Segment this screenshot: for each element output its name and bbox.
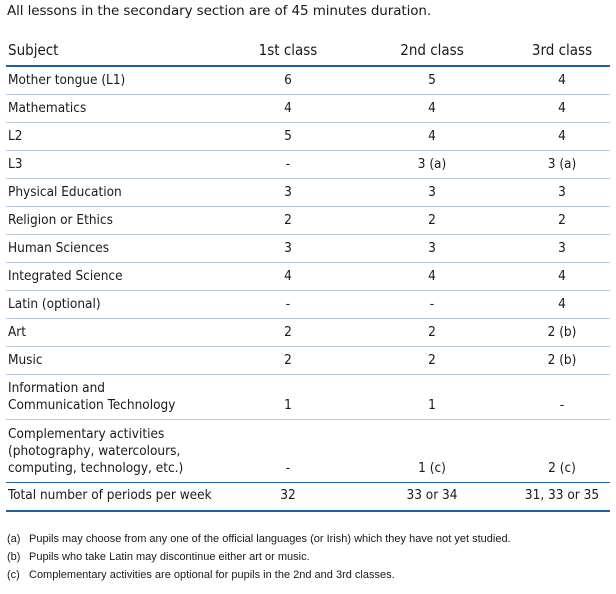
subject-cell: Religion or Ethics xyxy=(8,212,113,228)
subject-cell: Complementary activities (photography, watercolours, computing, technology, etc.) xyxy=(8,426,184,476)
table-row xyxy=(6,151,610,179)
value-cell: - xyxy=(559,397,565,413)
value-cell: 3 xyxy=(428,240,436,256)
value-cell: 5 xyxy=(284,128,292,144)
footnote-a xyxy=(7,530,511,548)
total-row xyxy=(6,482,610,512)
subject-cell: Information and Communication Technology xyxy=(8,380,176,413)
value-cell: 2 xyxy=(284,352,292,368)
table-row xyxy=(6,123,610,151)
footnotes xyxy=(7,530,511,584)
table-row xyxy=(6,207,610,235)
value-cell: 4 xyxy=(558,268,566,284)
footnote-text: Pupils who take Latin may discontinue either art or music. xyxy=(29,551,310,563)
value-cell: 2 xyxy=(428,352,436,368)
table-row xyxy=(6,420,610,483)
header-subject: Subject xyxy=(8,41,59,59)
subject-cell: L3 xyxy=(8,156,23,172)
footnote-marker: (a) xyxy=(7,533,21,545)
header-1st-class: 1st class xyxy=(258,41,318,59)
value-cell: 4 xyxy=(428,268,436,284)
footnote-c xyxy=(7,566,511,584)
footnote-marker: (b) xyxy=(7,551,21,563)
table-row xyxy=(6,319,610,347)
footnote-text: Pupils may choose from any one of the official languages (or Irish) which they have not yet studied. xyxy=(29,533,511,545)
value-cell: 4 xyxy=(284,100,292,116)
table-row xyxy=(6,291,610,319)
value-cell: 3 xyxy=(284,184,292,200)
value-cell: 5 xyxy=(428,72,436,88)
total-3rd-class: 31, 33 or 35 xyxy=(524,487,600,503)
value-cell: 4 xyxy=(558,296,566,312)
value-cell: 2 xyxy=(284,212,292,228)
value-cell: 2 (c) xyxy=(548,460,576,476)
subject-cell: L2 xyxy=(8,128,23,144)
table-row xyxy=(6,179,610,207)
value-cell: 2 xyxy=(428,212,436,228)
value-cell: 4 xyxy=(558,128,566,144)
subject-cell: Mathematics xyxy=(8,100,87,116)
value-cell: 6 xyxy=(284,72,292,88)
footnote-marker: (c) xyxy=(7,569,20,581)
value-cell: 3 (a) xyxy=(547,156,577,172)
value-cell: 2 (b) xyxy=(547,352,577,368)
value-cell: 3 (a) xyxy=(417,156,447,172)
subject-cell: Physical Education xyxy=(8,184,122,200)
value-cell: 3 xyxy=(428,184,436,200)
table-row xyxy=(6,235,610,263)
value-cell: 2 xyxy=(428,324,436,340)
value-cell: - xyxy=(285,296,291,312)
total-label: Total number of periods per week xyxy=(8,487,212,503)
value-cell: 2 xyxy=(558,212,566,228)
subject-cell: Mother tongue (L1) xyxy=(8,72,126,88)
table-row xyxy=(6,95,610,123)
subject-cell: Art xyxy=(8,324,27,340)
value-cell: 4 xyxy=(558,100,566,116)
total-1st-class: 32 xyxy=(280,487,296,503)
table-row xyxy=(6,347,610,375)
value-cell: - xyxy=(285,156,291,172)
value-cell: 3 xyxy=(284,240,292,256)
subject-cell: Integrated Science xyxy=(8,268,123,284)
value-cell: - xyxy=(429,296,435,312)
value-cell: 2 (b) xyxy=(547,324,577,340)
value-cell: 3 xyxy=(558,184,566,200)
value-cell: 4 xyxy=(428,100,436,116)
value-cell: 1 xyxy=(428,397,436,413)
value-cell: 4 xyxy=(428,128,436,144)
subject-cell: Human Sciences xyxy=(8,240,110,256)
value-cell: 2 xyxy=(284,324,292,340)
value-cell: 4 xyxy=(284,268,292,284)
total-2nd-class: 33 or 34 xyxy=(406,487,458,503)
subject-cell: Music xyxy=(8,352,43,368)
value-cell: 3 xyxy=(558,240,566,256)
value-cell: 4 xyxy=(558,72,566,88)
intro-text: All lessons in the secondary section are of 45 minutes duration. xyxy=(7,3,432,19)
value-cell: 1 (c) xyxy=(418,460,446,476)
footnote-b xyxy=(7,548,511,566)
subject-cell: Latin (optional) xyxy=(8,296,101,312)
table-header-row xyxy=(6,38,610,67)
header-2nd-class: 2nd class xyxy=(400,41,464,59)
value-cell: - xyxy=(285,460,291,476)
lessons-table xyxy=(6,38,610,512)
table-row xyxy=(6,375,610,420)
footnote-text: Complementary activities are optional for pupils in the 2nd and 3rd classes. xyxy=(29,569,395,581)
table-row xyxy=(6,263,610,291)
table-row xyxy=(6,67,610,95)
header-3rd-class: 3rd class xyxy=(531,41,593,59)
value-cell: 1 xyxy=(284,397,292,413)
